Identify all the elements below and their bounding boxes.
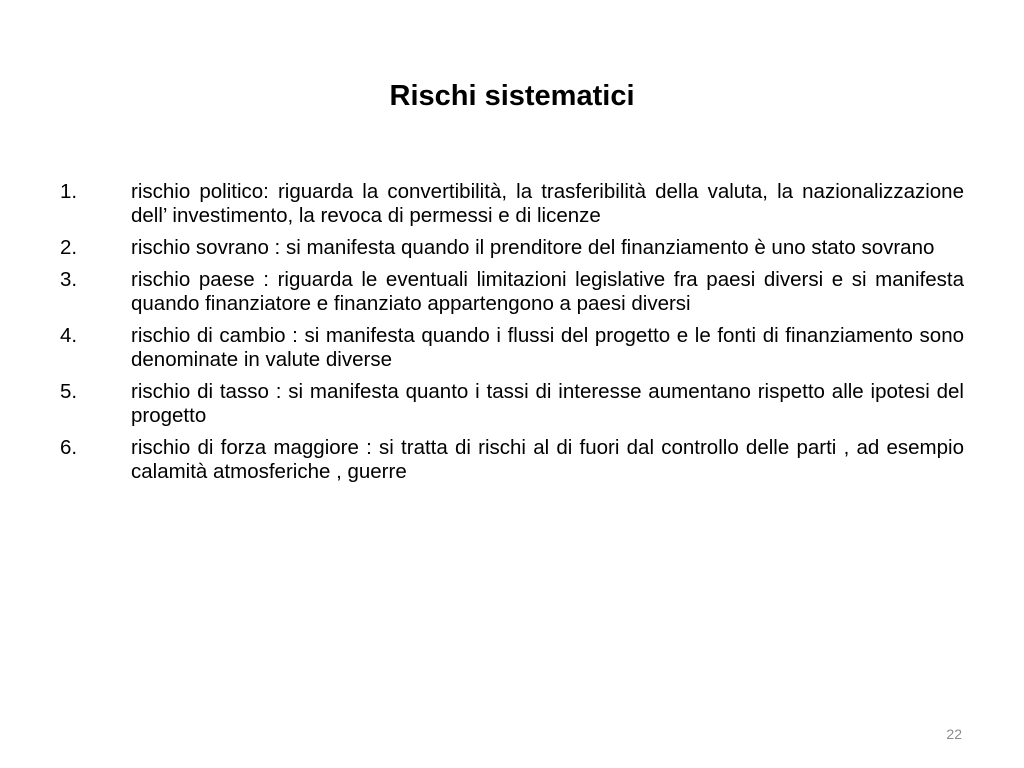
page-number: 22 [946, 726, 962, 742]
list-item-number: 6. [60, 436, 78, 459]
list-item-text: rischio sovrano : si manifesta quando il prenditore del finanziamento è uno stato sovrano [131, 236, 935, 259]
list-item-text: rischio di forza maggiore : si tratta di rischi al di fuori dal controllo delle parti , ad esempio calamità atmosferiche , guerre [131, 436, 964, 483]
list-item-number: 1. [60, 180, 78, 203]
list-item-text: rischio paese : riguarda le eventuali limitazioni legislative fra paesi diversi e si manifesta quando finanziatore e finanziato appartengono a paesi diversi [131, 268, 964, 315]
list-item [60, 236, 964, 260]
list-item-text: rischio politico: riguarda la convertibilità, la trasferibilità della valuta, la nazionalizzazione dell’ investimento, la revoca di permessi e di licenze [131, 180, 964, 227]
list-item-number: 2. [60, 236, 78, 259]
list-item-text: rischio di tasso : si manifesta quanto i tassi di interesse aumentano rispetto alle ipotesi del progetto [131, 380, 964, 427]
list-item-number: 4. [60, 324, 78, 347]
list-item [60, 436, 964, 484]
list-item [60, 268, 964, 316]
list-item-number: 3. [60, 268, 78, 291]
list-item [60, 180, 964, 228]
list-item [60, 324, 964, 372]
risk-list [60, 180, 964, 492]
list-item-text: rischio di cambio : si manifesta quando i flussi del progetto e le fonti di finanziamento sono denominate in valute diverse [131, 324, 964, 371]
slide-title: Rischi sistematici [389, 80, 635, 112]
list-item [60, 380, 964, 428]
list-item-number: 5. [60, 380, 78, 403]
